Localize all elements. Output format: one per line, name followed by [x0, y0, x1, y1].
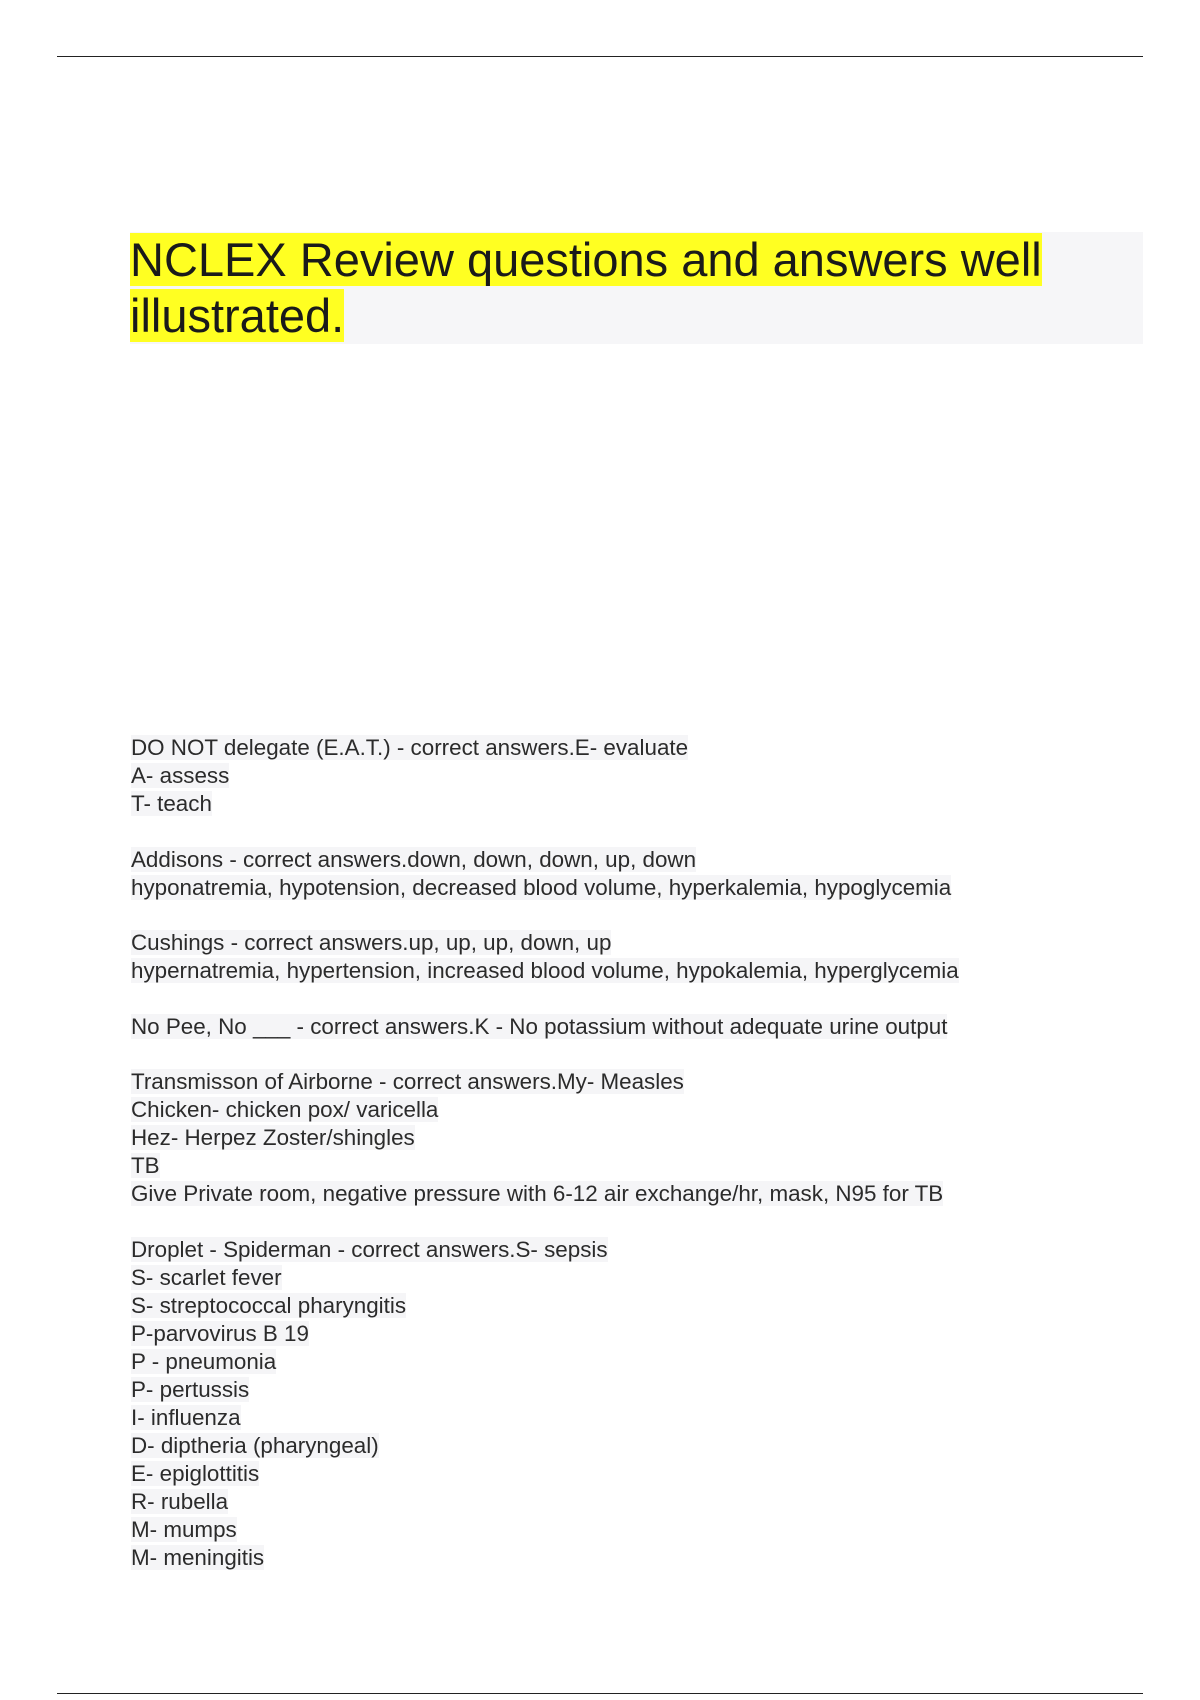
qa-line: [131, 1152, 1131, 1180]
qa-line: [131, 1068, 1131, 1096]
qa-line: [131, 1124, 1131, 1152]
qa-line: [131, 1544, 1131, 1572]
qa-line: [131, 1096, 1131, 1124]
qa-line: [131, 1236, 1131, 1264]
qa-entry: [131, 846, 1131, 902]
qa-line: [131, 929, 1131, 957]
qa-line-text: Give Private room, negative pressure with 6-12 air exchange/hr, mask, N95 for TB: [131, 1181, 944, 1206]
qa-line: [131, 1292, 1131, 1320]
qa-line: [131, 1348, 1131, 1376]
qa-line: [131, 874, 1131, 902]
qa-line-text: hyponatremia, hypotension, decreased blood volume, hyperkalemia, hypoglycemia: [131, 874, 952, 900]
qa-line: [131, 957, 1131, 985]
qa-line-text: Hez- Herpez Zoster/shingles: [131, 1125, 415, 1150]
qa-line-text: Transmisson of Airborne - correct answers.My- Measles: [131, 1069, 684, 1094]
qa-line: [131, 1264, 1131, 1292]
qa-line-text: P - pneumonia: [131, 1348, 277, 1374]
qa-line-text: Chicken- chicken pox/ varicella: [131, 1097, 439, 1122]
qa-entry: [131, 1068, 1131, 1208]
qa-line: [131, 1404, 1131, 1432]
qa-line-text: Cushings - correct answers.up, up, up, down, up: [131, 930, 612, 955]
qa-line-text: D- diptheria (pharyngeal): [131, 1432, 379, 1458]
qa-line-text: P-parvovirus B 19: [131, 1320, 309, 1346]
qa-line-text: hypernatremia, hypertension, increased blood volume, hypokalemia, hyperglycemia: [131, 958, 959, 983]
qa-line-text: E- epiglottitis: [131, 1460, 260, 1486]
qa-line: [131, 1432, 1131, 1460]
qa-line: [131, 1180, 1131, 1208]
qa-line-text: P- pertussis: [131, 1376, 250, 1402]
qa-list: [131, 734, 1131, 1599]
qa-line: [131, 1488, 1131, 1516]
qa-line: [131, 846, 1131, 874]
qa-line-text: M- mumps: [131, 1516, 237, 1542]
qa-line-text: TB: [131, 1153, 160, 1178]
qa-line-text: I- influenza: [131, 1404, 241, 1430]
qa-line-text: R- rubella: [131, 1488, 229, 1514]
qa-line-text: M- meningitis: [131, 1544, 265, 1570]
title-highlight: NCLEX Review questions and answers well illustrated.: [130, 233, 1042, 342]
bottom-rule: [57, 1693, 1143, 1694]
qa-line-text: Droplet - Spiderman - correct answers.S- sepsis: [131, 1236, 608, 1262]
document-title: [130, 232, 1130, 344]
qa-line: [131, 1460, 1131, 1488]
qa-line-text: No Pee, No ___ - correct answers.K - No potassium without adequate urine output: [131, 1013, 948, 1039]
qa-line: [131, 790, 1131, 818]
qa-entry: [131, 734, 1131, 818]
qa-line-text: T- teach: [131, 791, 212, 816]
qa-line: [131, 734, 1131, 762]
qa-line: [131, 1320, 1131, 1348]
qa-line-text: Addisons - correct answers.down, down, down, up, down: [131, 846, 697, 872]
qa-line-text: DO NOT delegate (E.A.T.) - correct answers.E- evaluate: [131, 735, 689, 760]
qa-line: [131, 1013, 1131, 1041]
qa-line-text: A- assess: [131, 763, 230, 788]
qa-line: [131, 1516, 1131, 1544]
qa-line-text: S- streptococcal pharyngitis: [131, 1292, 407, 1318]
qa-entry: [131, 929, 1131, 985]
qa-line: [131, 1376, 1131, 1404]
top-rule: [57, 56, 1143, 57]
qa-entry: [131, 1013, 1131, 1041]
qa-line-text: S- scarlet fever: [131, 1264, 282, 1290]
qa-entry: [131, 1236, 1131, 1572]
qa-line: [131, 762, 1131, 790]
